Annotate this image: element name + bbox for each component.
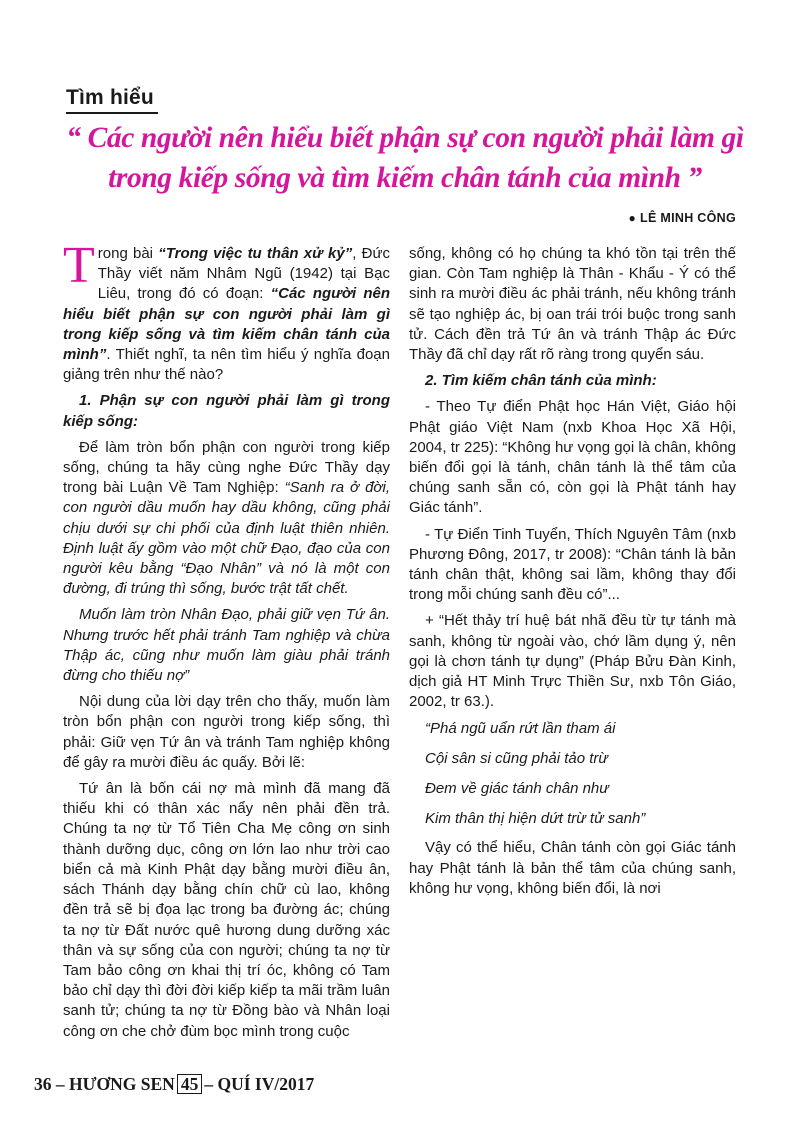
verse-line: Đem về giác tánh chân như: [425, 780, 609, 798]
paragraph-1: Để làm tròn bổn phận con người trong kiếp sống, chúng ta hãy cùng nghe Đức Thầy dạy trong bài Luận Về Tam Nghiệp: “Sanh ra ở đời, con người dầu muốn hay dầu không, cũng phải chịu dưới sự chi phối của định luật thiên nhiên. Định luật ấy gồm vào một chữ Đạo, đạo của con người kêu bằng “Đạo Nhân” và nó là một con đường, đi trúng thì sống, bước trật tất chết.: [63, 438, 390, 598]
author-name: LÊ MINH CÔNG: [640, 211, 736, 225]
verse-line: Cội sân si cũng phải tảo trừ: [425, 750, 608, 768]
paragraph-3-continued: sống, không có họ chúng ta khó tồn tại trên thế gian. Còn Tam nghiệp là Thân - Khẩu - Ý có thể sinh ra mười điều ác phải tránh, nếu không tránh sẽ tạo nghiệp ác, bị oan trái trói buộc trong sanh tử. Cách đền trả Tứ ân và tránh Thập ác Đức Thầy đã chỉ dạy rất rõ ràng trong quyển sáu.: [409, 245, 736, 364]
paragraph-conclusion: Vậy có thể hiểu, Chân tánh còn gọi Giác tánh hay Phật tánh là bản thể tâm của chúng sanh, không hư vọng, không biến đổi, là nơi: [409, 839, 736, 897]
author-byline: [628, 211, 736, 225]
quote-1: “Sanh ra ở đời, con người dầu muốn hay dầu không, cũng phải chịu dưới sự chi phối của định luật thiên nhiên. Định luật ấy gồm vào một chữ Đạo, đạo của con người kêu bằng “Đạo Nhân” và nó là một con đường, đi trúng thì sống, bước trật tất chết.: [63, 479, 390, 598]
intro-paragraph: Trong bài “Trong việc tu thân xử kỷ”, Đức Thầy viết năm Nhâm Ngũ (1942) tại Bạc Liêu, trong đó có đoạn: “Các người nên hiểu biết phận sự con người phải làm gì trong kiếp sống và tìm kiếm chân tánh của mình”. Thiết nghĩ, ta nên tìm hiểu ý nghĩa đoạn giảng trên như thế nào?: [63, 237, 390, 384]
section-kicker: Tìm hiểu: [66, 86, 154, 109]
verse-line: “Phá ngũ uẩn rứt lần tham ái: [425, 720, 616, 738]
page-number: 36: [34, 1074, 52, 1094]
definition-1: - Theo Tự điển Phật học Hán Việt, Giáo hội Phật giáo Việt Nam (nxb Khoa Học Xã Hội, 2004, tr 225): “Không hư vọng gọi là chân, không biến đổi gọi là tánh, chân tánh là thể tâm của chúng sanh sẵn có, còn gọi là Phật tánh hay Giác tánh”.: [409, 398, 736, 517]
definition-2: - Tự Điển Tinh Tuyển, Thích Nguyên Tâm (nxb Phương Đông, 2017, tr 2008): “Chân tánh là bản tánh chân thật, không sai lầm, không thay đổi trong mỗi chúng sanh đều có”...: [409, 525, 736, 604]
column-right: [409, 244, 736, 905]
verse-line: Kim thân thị hiện dứt trừ tử sanh”: [425, 810, 646, 828]
publication-name: – HƯƠNG SEN: [55, 1074, 175, 1094]
quote-2: Muốn làm tròn Nhân Đạo, phải giữ vẹn Tứ ân. Nhưng trước hết phải tránh Tam nghiệp và chừa Thập ác, cũng như muốn làm giàu phải tránh đừng cho thiếu nợ”: [63, 606, 390, 685]
kicker-underline: [66, 112, 158, 114]
bullet-icon: ●: [628, 211, 637, 225]
quoted-passage: “Các người nên hiểu biết phận sự con người phải làm gì trong kiếp sống và tìm kiếm chân tánh của mình”: [63, 285, 390, 364]
quoted-title: “Trong việc tu thân xử kỷ”: [158, 245, 353, 262]
section-2-heading: 2. Tìm kiếm chân tánh của mình:: [425, 372, 657, 390]
paragraph-3: Tứ ân là bốn cái nợ mà mình đã mang đã thiếu khi có thân xác nẩy nên phải đền trả. Chúng ta nợ từ Tổ Tiên Cha Mẹ công ơn sinh thành dưỡng dục, công ơn lớn lao như trời cao biển cả mà Kinh Phật dạy bằng mười điều ân, sách Thánh dạy bằng chín chữ cù lao, không đền trả sẽ bị đọa lạc trong ba đường ác; chúng ta nợ từ Đất nước quê hương dung dưỡng xác thân và sự sống của con người; chúng ta nợ từ Tam bảo công ơn khai thị trí óc, không có Tam bảo chỉ dạy thì đời đời kiếp kiếp ta mãi trầm luân sanh tử; chúng ta nợ từ Đồng bào và Nhân loại công ơn che chở đùm bọc mình trong cuộc: [63, 780, 390, 1040]
issue-date: – QUÍ IV/2017: [204, 1074, 315, 1094]
section-1-heading: 1. Phận sự con người phải làm gì trong kiếp sống:: [63, 392, 390, 430]
issue-number: 45: [177, 1074, 203, 1094]
paragraph-2: Nội dung của lời dạy trên cho thấy, muốn làm tròn bổn phận con người trong kiếp sống, thì phải: Giữ vẹn Tứ ân và tránh Tam nghiệp không để gây ra mười điều ác quấy. Bởi lẽ:: [63, 693, 390, 771]
drop-cap: T: [63, 237, 95, 294]
citation-paragraph: + “Hết thảy trí huệ bát nhã đều từ tự tánh mà sanh, không từ ngoài vào, chớ lầm dụng ý, nên gọi là chơn tánh tự dụng” (Pháp Bửu Đàn Kinh, dịch giả HT Minh Trực Thiền Sư, nxb Tôn Giáo, 2002, tr 63.).: [409, 612, 736, 711]
article-title: “ Các người nên hiểu biết phận sự con người phải làm gì trong kiếp sống và tìm kiếm chân tánh của mình ”: [66, 122, 744, 194]
page-footer: [34, 1074, 314, 1095]
column-left: [63, 237, 390, 1042]
